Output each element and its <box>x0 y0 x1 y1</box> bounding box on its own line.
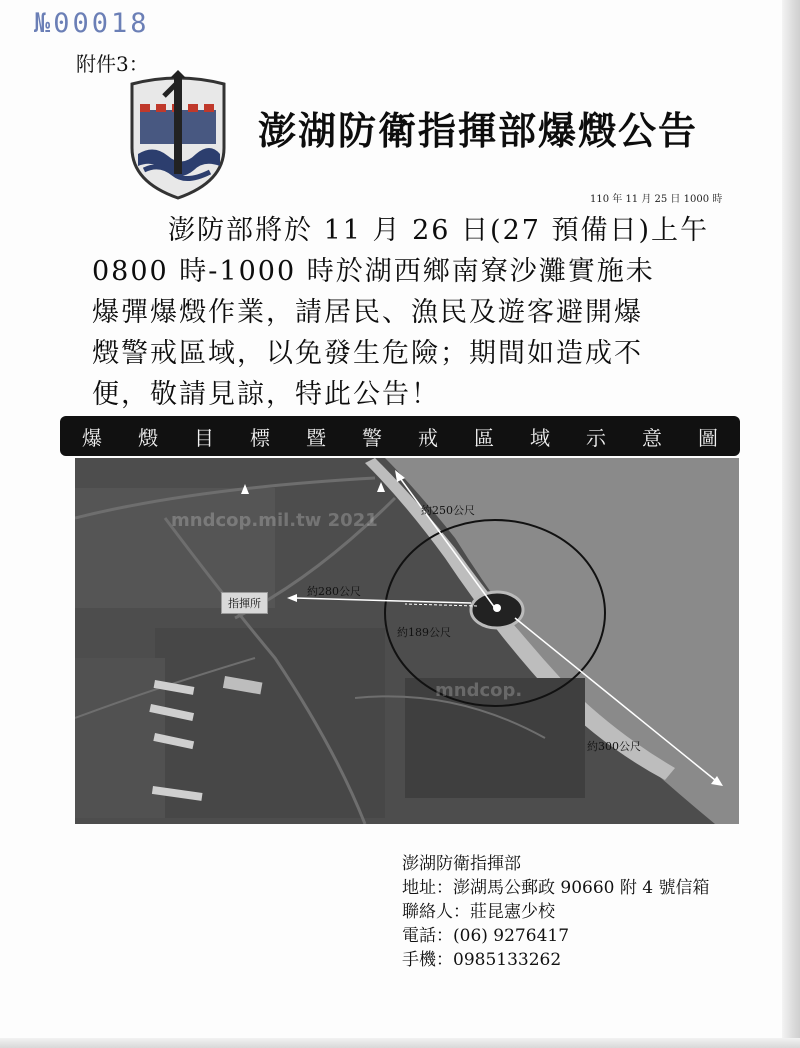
distance-250-label: 約250公尺 <box>421 504 475 517</box>
serial-number: №00018 <box>34 8 150 39</box>
footer-contact: 聯絡人：莊昆憲少校 <box>402 902 555 922</box>
banner-char: 區 <box>474 425 494 450</box>
page-edge-shadow <box>782 0 800 1048</box>
defense-command-emblem <box>124 70 232 202</box>
date-stamp: 110 年 11 月 25 日 1000 時 <box>590 194 723 205</box>
banner-char: 意 <box>642 425 662 450</box>
footer-address: 地址：澎湖馬公郵政 90660 附 4 號信箱 <box>402 878 710 898</box>
footer-phone: 電話：(06) 9276417 <box>402 926 570 946</box>
body-line: 爆彈爆燬作業，請居民、漁民及遊客避開爆 <box>92 297 643 328</box>
aerial-map <box>75 458 739 824</box>
body-line: 燬警戒區域，以免發生危險；期間如造成不 <box>92 338 643 369</box>
footer-org: 澎湖防衛指揮部 <box>402 854 521 874</box>
body-line: 0800 時-1000 時於湖西鄉南寮沙灘實施未 <box>92 256 655 287</box>
page-title: 澎湖防衛指揮部爆燬公告 <box>258 108 699 153</box>
distance-189-label: 約189公尺 <box>397 626 451 639</box>
banner-char: 戒 <box>418 425 438 450</box>
attachment-label: 附件3： <box>76 52 149 76</box>
distance-300-label: 約300公尺 <box>587 740 641 753</box>
command-post-label: 指揮所 <box>221 592 268 614</box>
body-line: 澎防部將於 11 月 26 日(27 預備日)上午 <box>168 215 710 246</box>
banner-char: 示 <box>586 425 606 450</box>
banner-char: 目 <box>194 425 214 450</box>
banner-char: 爆 <box>82 425 102 450</box>
banner-char: 燬 <box>138 425 158 450</box>
page-edge-shadow <box>0 1038 800 1048</box>
banner-char: 警 <box>362 425 382 450</box>
banner-char: 標 <box>250 425 270 450</box>
banner-char: 圖 <box>698 425 718 450</box>
contact-footer <box>402 852 710 972</box>
watermark: mndcop. <box>435 680 523 701</box>
announcement-body <box>92 210 716 415</box>
map-caption-banner <box>60 416 740 456</box>
distance-280-label: 約280公尺 <box>307 585 361 598</box>
body-line: 便，敬請見諒，特此公告！ <box>92 379 440 410</box>
watermark: mndcop.mil.tw 2021 <box>171 510 378 531</box>
footer-mobile: 手機：0985133262 <box>402 950 562 970</box>
banner-char: 域 <box>530 425 550 450</box>
banner-char: 暨 <box>306 425 326 450</box>
